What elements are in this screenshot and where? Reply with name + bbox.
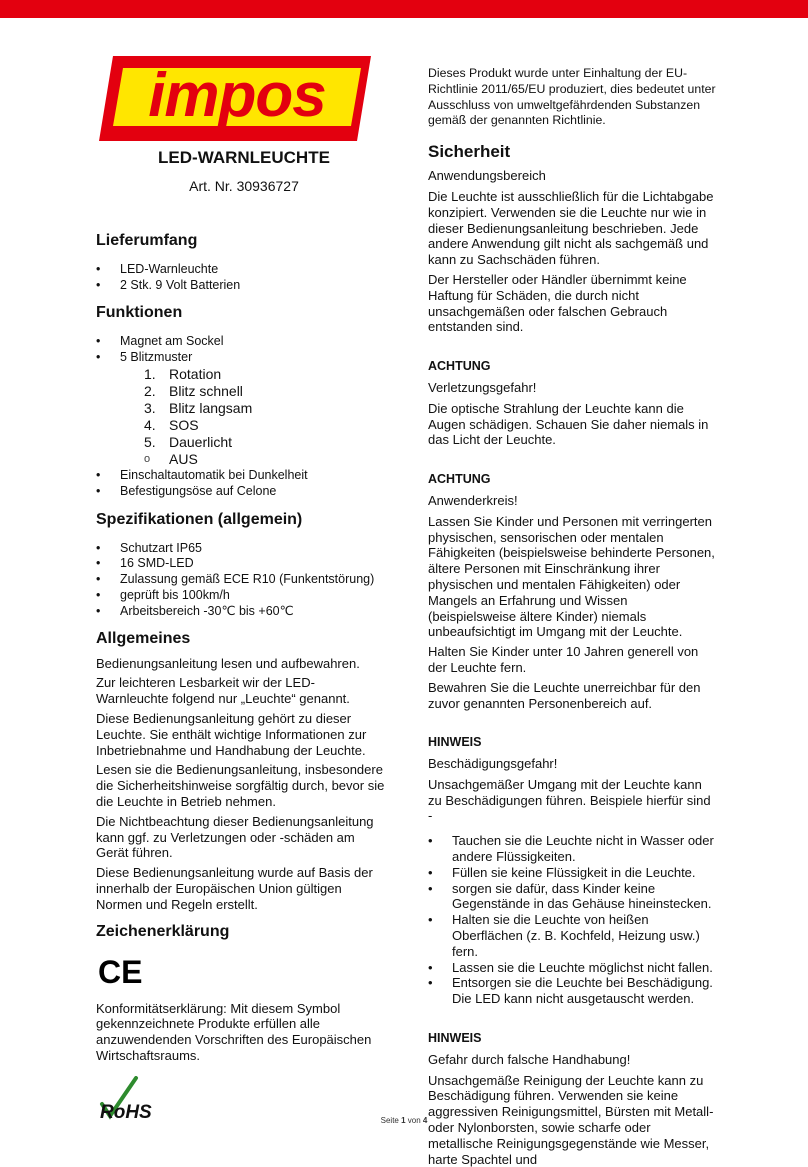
- list-item: • 16 SMD-LED: [96, 556, 386, 572]
- list-item: • Zulassung gemäß ECE R10 (Funkentstörung): [96, 572, 386, 588]
- rohs-icon: [96, 1076, 158, 1122]
- heading-sicherheit: Sicherheit: [428, 142, 511, 162]
- svg-text:CE: CE: [98, 954, 143, 987]
- paragraph: Bedienungsanleitung lesen und aufbewahren.: [96, 655, 360, 671]
- list-item: • Halten sie die Leuchte von heißen Oberflächen (z. B. Kochfeld, Heizung usw.) fern.: [428, 912, 718, 959]
- list-item: • Magnet am Sockel: [96, 334, 386, 350]
- paragraph: Der Hersteller oder Händler übernimmt keine Haftung für Schäden, die durch nicht unsachgemäßen oder falschen Gebrauch entstanden sind.: [428, 271, 687, 335]
- right-column: [428, 66, 718, 1167]
- pattern-item: 2. Blitz schnell: [144, 382, 243, 399]
- list-item: • geprüft bis 100km/h: [96, 588, 386, 604]
- paragraph: Unsachgemäße Reinigung der Leuchte kann zu Beschädigung führen. Verwenden sie keine aggressiven Reinigungsmittel, Bürsten mit Metall- oder Nylonborsten, sowie scharfe oder metallische Reinigungsgegenstände wie Messer, harte Spachtel und: [428, 1072, 714, 1167]
- achtung-label: ACHTUNG: [428, 472, 491, 487]
- subheading-beschaedigungsgefahr: Beschädigungsgefahr!: [428, 756, 558, 772]
- logo-text: impos: [148, 61, 326, 130]
- subheading-handhabung: Gefahr durch falsche Handhabung!: [428, 1051, 631, 1067]
- list-item: • sorgen sie dafür, dass Kinder keine Gegenstände in das Gehäuse hineinstecken.: [428, 881, 718, 913]
- list-item: • Befestigungsöse auf Celone: [96, 484, 386, 500]
- subheading-verletzungsgefahr: Verletzungsgefahr!: [428, 379, 537, 395]
- article-number: Art. Nr. 30936727: [189, 178, 299, 194]
- list-item: • Lassen sie die Leuchte möglichst nicht fallen.: [428, 960, 718, 976]
- heading-spezifikationen: Spezifikationen (allgemein): [96, 510, 303, 528]
- lieferumfang-list: [96, 262, 386, 294]
- list-item: • 5 Blitzmuster: [96, 350, 386, 366]
- svg-text:RoHS: RoHS: [100, 1101, 152, 1122]
- impos-logo: [99, 56, 371, 141]
- pattern-item: o AUS: [144, 450, 198, 467]
- list-item: • Einschaltautomatik bei Dunkelheit: [96, 468, 386, 484]
- subheading-anwenderkreis: Anwenderkreis!: [428, 492, 518, 508]
- list-item: • Tauchen sie die Leuchte nicht in Wasser oder andere Flüssigkeiten.: [428, 833, 718, 865]
- list-item: • Entsorgen sie die Leuchte bei Beschädigung. Die LED kann nicht ausgetauscht werden.: [428, 975, 718, 1007]
- paragraph: Die optische Strahlung der Leuchte kann die Augen schädigen. Schauen Sie daher niemals in das Licht der Leuchte.: [428, 400, 709, 448]
- heading-funktionen: Funktionen: [96, 304, 183, 322]
- paragraph: Die Leuchte ist ausschließlich für die Lichtabgabe konzipiert. Verwenden sie die Leuchte nur wie in dieser Bedienungsanleitung beschrieben. Jede andere Anwendung gilt nicht als sachgemäß und kann zu Sachschäden führen.: [428, 188, 714, 268]
- paragraph: Halten Sie Kinder unter 10 Jahren generell von der Leuchte fern.: [428, 644, 699, 675]
- top-red-bar: [0, 0, 808, 18]
- pattern-item: 5. Dauerlicht: [144, 433, 233, 450]
- ce-mark-icon: [96, 955, 144, 987]
- product-title: LED-WARNLEUCHTE: [158, 148, 330, 167]
- paragraph: Zur leichteren Lesbarkeit wir der LED-Warnleuchte folgend nur „Leuchte“ genannt.: [96, 675, 350, 707]
- eu-richtlinie-text: Dieses Produkt wurde unter Einhaltung der EU-Richtlinie 2011/65/EU produziert, dies bedeutet unter Ausschluss von umweltgefährdenden Substanzen gemäß der genannten Richtlinie.: [428, 66, 716, 128]
- konformitaet-text: Konformitätserklärung: Mit diesem Symbol gekennzeichnete Produkte erfüllen alle anzuwendenden Vorschriften des Europäischen Wirtschaftsraums.: [96, 1000, 372, 1063]
- paragraph: Bewahren Sie die Leuchte unerreichbar für den zuvor genannten Personenbereich auf.: [428, 679, 701, 711]
- pattern-item: 1. Rotation: [144, 365, 222, 382]
- list-item: • Füllen sie keine Flüssigkeit in die Leuchte.: [428, 865, 718, 881]
- list-item: • Arbeitsbereich -30℃ bis +60℃: [96, 604, 386, 620]
- paragraph: Lassen Sie Kinder und Personen mit verringerten physischen, sensorischen oder mentalen Fähigkeiten (beispielsweise behinderte Personen, ältere Personen mit Einschränkung ihrer physischen und mentalen Fähigkeiten) oder Mangels an Erfahrung und Wissen (beispielsweise ältere Kinder) niemals unbeaufsichtigt im Umgang mit der Leuchte.: [428, 513, 715, 640]
- blitzmuster-list: [96, 366, 386, 468]
- pattern-item: 4. SOS: [144, 416, 199, 433]
- achtung-label: ACHTUNG: [428, 359, 491, 374]
- paragraph: Unsachgemäßer Umgang mit der Leuchte kann zu Beschädigungen führen. Beispiele hierfür sind -: [428, 776, 711, 824]
- page-footer: Seite 1 von 4: [380, 1116, 428, 1125]
- list-item: • LED-Warnleuchte: [96, 262, 386, 278]
- hinweis-label: HINWEIS: [428, 735, 482, 750]
- heading-zeichenerklaerung: Zeichenerklärung: [96, 922, 230, 940]
- paragraph: Lesen sie die Bedienungsanleitung, insbesondere die Sicherheitshinweise sorgfältig durch, bevor sie die Leuchte in Betrieb nehmen.: [96, 762, 385, 809]
- paragraph: Diese Bedienungsanleitung gehört zu dieser Leuchte. Sie enthält wichtige Informationen zur Inbetriebnahme und Handhabung der Leuchte.: [96, 710, 367, 758]
- pattern-item: 3. Blitz langsam: [144, 399, 253, 416]
- paragraph: Die Nichtbeachtung dieser Bedienungsanleitung kann ggf. zu Verletzungen oder -schäden am Gerät führen.: [96, 813, 374, 861]
- list-item: • 2 Stk. 9 Volt Batterien: [96, 278, 386, 294]
- funktionen-list-2: [96, 468, 386, 500]
- left-column: [96, 148, 386, 1122]
- heading-allgemeines: Allgemeines: [96, 629, 191, 647]
- spezifikationen-list: [96, 541, 386, 620]
- list-item: • Schutzart IP65: [96, 541, 386, 557]
- hinweis-label: HINWEIS: [428, 1031, 482, 1046]
- heading-lieferumfang: Lieferumfang: [96, 231, 198, 249]
- paragraph: Diese Bedienungsanleitung wurde auf Basis der innerhalb der Europäischen Union gültigen Normen und Regeln erstellt.: [96, 865, 373, 912]
- funktionen-list: [96, 334, 386, 366]
- beispiele-list: [428, 833, 718, 1007]
- subheading-anwendungsbereich: Anwendungsbereich: [428, 168, 546, 184]
